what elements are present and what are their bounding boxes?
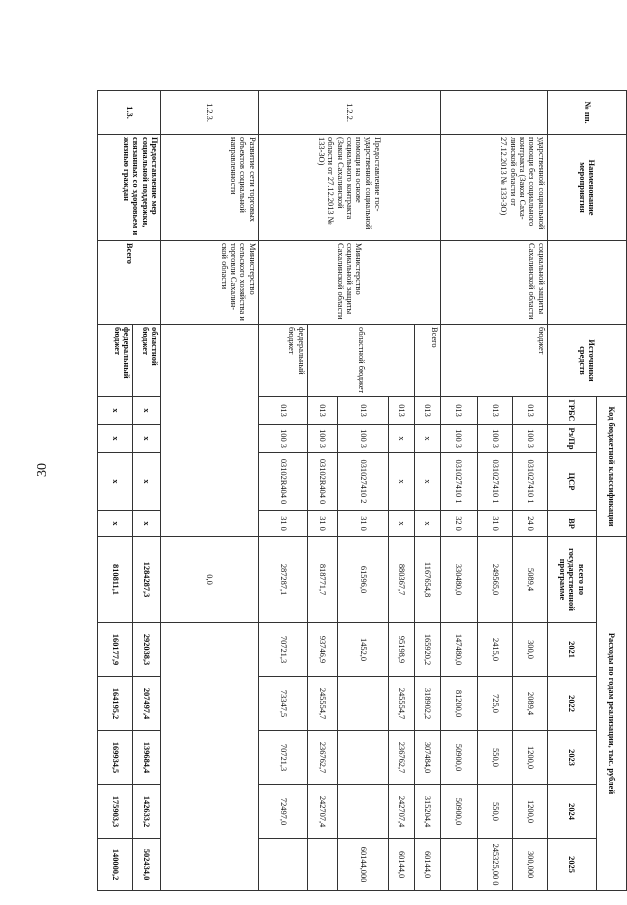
- cell-csr: 031027410 1: [440, 453, 477, 511]
- cell-vr: х: [389, 511, 415, 537]
- cell-2021: 95198,9: [389, 623, 415, 677]
- cell-source: бюджет: [440, 325, 547, 397]
- cell-source: федеральный бюджет: [98, 325, 133, 397]
- cell-vr: 31 0: [477, 511, 512, 537]
- cell-2022: 73347,5: [258, 677, 307, 731]
- cell-2022: 725,0: [477, 677, 512, 731]
- cell-2023: 307484,0: [414, 731, 440, 785]
- cell-total: 1284287,3: [133, 537, 161, 623]
- cell-2021: 165920,2: [414, 623, 440, 677]
- cell-vr: х: [414, 511, 440, 537]
- cell-csr: х: [389, 453, 415, 511]
- cell-total: 5089,4: [512, 537, 547, 623]
- cell-grbs: 013: [414, 397, 440, 425]
- cell-2024: [338, 785, 389, 839]
- cell-name: Предоставление мер социальной поддержки, связанных со здоровьем и жизнью граждан: [98, 135, 161, 241]
- cell-2021: 2415,0: [477, 623, 512, 677]
- cell-2025: 502434,0: [133, 839, 161, 891]
- cell-2025: [440, 839, 477, 891]
- cell-2024: 242707,4: [307, 785, 337, 839]
- cell-2024: 550,0: [477, 785, 512, 839]
- cell-empty: [160, 325, 258, 537]
- cell-vr: 31 0: [338, 511, 389, 537]
- cell-no: 1.3.: [98, 91, 161, 135]
- cell-2021: 147480,0: [440, 623, 477, 677]
- cell-2021: 93746,9: [307, 623, 337, 677]
- cell-grbs: 013: [440, 397, 477, 425]
- cell-2023: 139684,4: [133, 731, 161, 785]
- cell-2023: 550,0: [477, 731, 512, 785]
- cell-2023: 1200,0: [512, 731, 547, 785]
- cell-2024: 175903,3: [98, 785, 133, 839]
- cell-source: областной бюджет: [133, 325, 161, 397]
- cell-2025: 140000,2: [98, 839, 133, 891]
- header-year-2025: 2025: [547, 839, 596, 891]
- cell-2025: 300,000: [512, 839, 547, 891]
- cell-vr: х: [133, 511, 161, 537]
- cell-grbs: 013: [307, 397, 337, 425]
- expenditure-table: [97, 90, 627, 891]
- cell-total: 818771,7: [307, 537, 337, 623]
- cell-grbs: 013: [389, 397, 415, 425]
- cell-rzpr: 100 3: [307, 425, 337, 453]
- cell-rzpr: 100 3: [338, 425, 389, 453]
- cell-total: 61596,0: [338, 537, 389, 623]
- cell-total: 1167654,8: [414, 537, 440, 623]
- cell-csr: 03102R404 0: [258, 453, 307, 511]
- cell-rzpr: 100 3: [258, 425, 307, 453]
- cell-no: 1.2.3.: [160, 91, 258, 135]
- header-total: всего по государственной программе: [547, 537, 596, 623]
- cell-grbs: 013: [338, 397, 389, 425]
- header-code-group: Код бюджетной классификации: [596, 397, 626, 537]
- cell-vr: 24 0: [512, 511, 547, 537]
- header-name: Наименование мероприятия: [547, 135, 626, 241]
- cell-2022: 207497,4: [133, 677, 161, 731]
- header-csr: ЦСР: [547, 453, 596, 511]
- cell-csr: х: [414, 453, 440, 511]
- cell-2023: 70721,3: [258, 731, 307, 785]
- cell-2021: 292038,3: [133, 623, 161, 677]
- cell-source: областной бюджет: [307, 325, 414, 397]
- table-row: [512, 91, 547, 891]
- cell-total: 287287,1: [258, 537, 307, 623]
- cell-2024: 50900,0: [440, 785, 477, 839]
- cell-total: 810811,1: [98, 537, 133, 623]
- cell-name: Предоставление государственной социальной помощи на основе социального контракта (Закон Сахалинской области от 27.12.2013 № 133-ЗО): [258, 135, 440, 241]
- cell-csr: 031027410 2: [338, 453, 389, 511]
- cell-total: 880367,7: [389, 537, 415, 623]
- cell-no: 1.2.2.: [258, 91, 440, 135]
- cell-2022: 245554,7: [307, 677, 337, 731]
- header-source: Источники средств: [547, 325, 626, 397]
- cell-vr: 31 0: [307, 511, 337, 537]
- header-executor: [547, 241, 626, 325]
- cell-grbs: 013: [477, 397, 512, 425]
- table-row: [160, 91, 258, 891]
- cell-2023: 169934,5: [98, 731, 133, 785]
- cell-2022: 318902,2: [414, 677, 440, 731]
- cell-vr: 32 0: [440, 511, 477, 537]
- cell-2021: 300,0: [512, 623, 547, 677]
- cell-2025: 60144,0: [414, 839, 440, 891]
- cell-executor: социальной защиты Сахалинской области: [440, 241, 547, 325]
- cell-2022: 2089,4: [512, 677, 547, 731]
- header-year-2021: 2021: [547, 623, 596, 677]
- cell-csr: х: [133, 453, 161, 511]
- cell-grbs: 013: [258, 397, 307, 425]
- cell-rzpr: х: [98, 425, 133, 453]
- cell-2022: 164195,2: [98, 677, 133, 731]
- header-no: № пп.: [547, 91, 626, 135]
- cell-name: Развитие сети торговых объектов социальной направленности: [160, 135, 258, 241]
- cell-rzpr: х: [389, 425, 415, 453]
- cell-2025: [258, 839, 307, 891]
- cell-no: [440, 91, 547, 135]
- cell-2023: 50900,0: [440, 731, 477, 785]
- cell-2024: 315204,4: [414, 785, 440, 839]
- cell-2023: 236762,7: [389, 731, 415, 785]
- table-row: [414, 91, 440, 891]
- cell-2021: 1452,0: [338, 623, 389, 677]
- cell-2023: [338, 731, 389, 785]
- cell-2024: 242707,4: [389, 785, 415, 839]
- cell-csr: 031027410 1: [477, 453, 512, 511]
- cell-2025: 245325,00 0: [477, 839, 512, 891]
- cell-2024: 72497,0: [258, 785, 307, 839]
- cell-rzpr: 100 3: [477, 425, 512, 453]
- cell-rzpr: 100 3: [512, 425, 547, 453]
- cell-2025: 60144,0: [389, 839, 415, 891]
- cell-2025: [307, 839, 337, 891]
- cell-vr: х: [98, 511, 133, 537]
- cell-empty-years: [160, 623, 258, 891]
- cell-grbs: х: [133, 397, 161, 425]
- cell-2021: 70721,3: [258, 623, 307, 677]
- header-years-group: Расходы по годам реализации, тыс. рублей: [596, 537, 626, 891]
- cell-vr: 31 0: [258, 511, 307, 537]
- header-year-2024: 2024: [547, 785, 596, 839]
- cell-2021: 160177,9: [98, 623, 133, 677]
- cell-2024: 1200,0: [512, 785, 547, 839]
- cell-2023: 236762,7: [307, 731, 337, 785]
- cell-2022: 81200,0: [440, 677, 477, 731]
- cell-total: 0,0: [160, 537, 258, 623]
- page-number: 30: [35, 463, 50, 477]
- cell-rzpr: х: [133, 425, 161, 453]
- cell-csr: 03102R404 0: [307, 453, 337, 511]
- cell-executor: Министерство социальной защиты Сахалинской области: [258, 241, 440, 325]
- cell-source: Всего: [414, 325, 440, 397]
- cell-name: ударственной социальной помощи без социального контракта (Закон Сахалинской области от 27.12.2013 № 133-ЗО): [440, 135, 547, 241]
- cell-rzpr: х: [414, 425, 440, 453]
- cell-2022: [338, 677, 389, 731]
- cell-csr: х: [98, 453, 133, 511]
- rotated-table-page: [97, 90, 627, 890]
- header-grbs: ГРБС: [547, 397, 596, 425]
- cell-total: 249565,0: [477, 537, 512, 623]
- cell-rzpr: 100 3: [440, 425, 477, 453]
- header-year-2023: 2023: [547, 731, 596, 785]
- cell-2025: 60144,000: [338, 839, 389, 891]
- header-year-2022: 2022: [547, 677, 596, 731]
- header-rzpr: Рз/Пр: [547, 425, 596, 453]
- cell-csr: 031027410 1: [512, 453, 547, 511]
- cell-2022: 245554,7: [389, 677, 415, 731]
- cell-executor: Всего: [98, 241, 161, 325]
- cell-grbs: 013: [512, 397, 547, 425]
- cell-total: 330480,0: [440, 537, 477, 623]
- cell-executor: Министерство сельского хозяйства и торговли Сахалинской области: [160, 241, 258, 325]
- cell-source: федеральный бюджет: [258, 325, 307, 397]
- table-row: [133, 91, 161, 891]
- header-vr: ВР: [547, 511, 596, 537]
- cell-grbs: х: [98, 397, 133, 425]
- cell-2024: 142633,2: [133, 785, 161, 839]
